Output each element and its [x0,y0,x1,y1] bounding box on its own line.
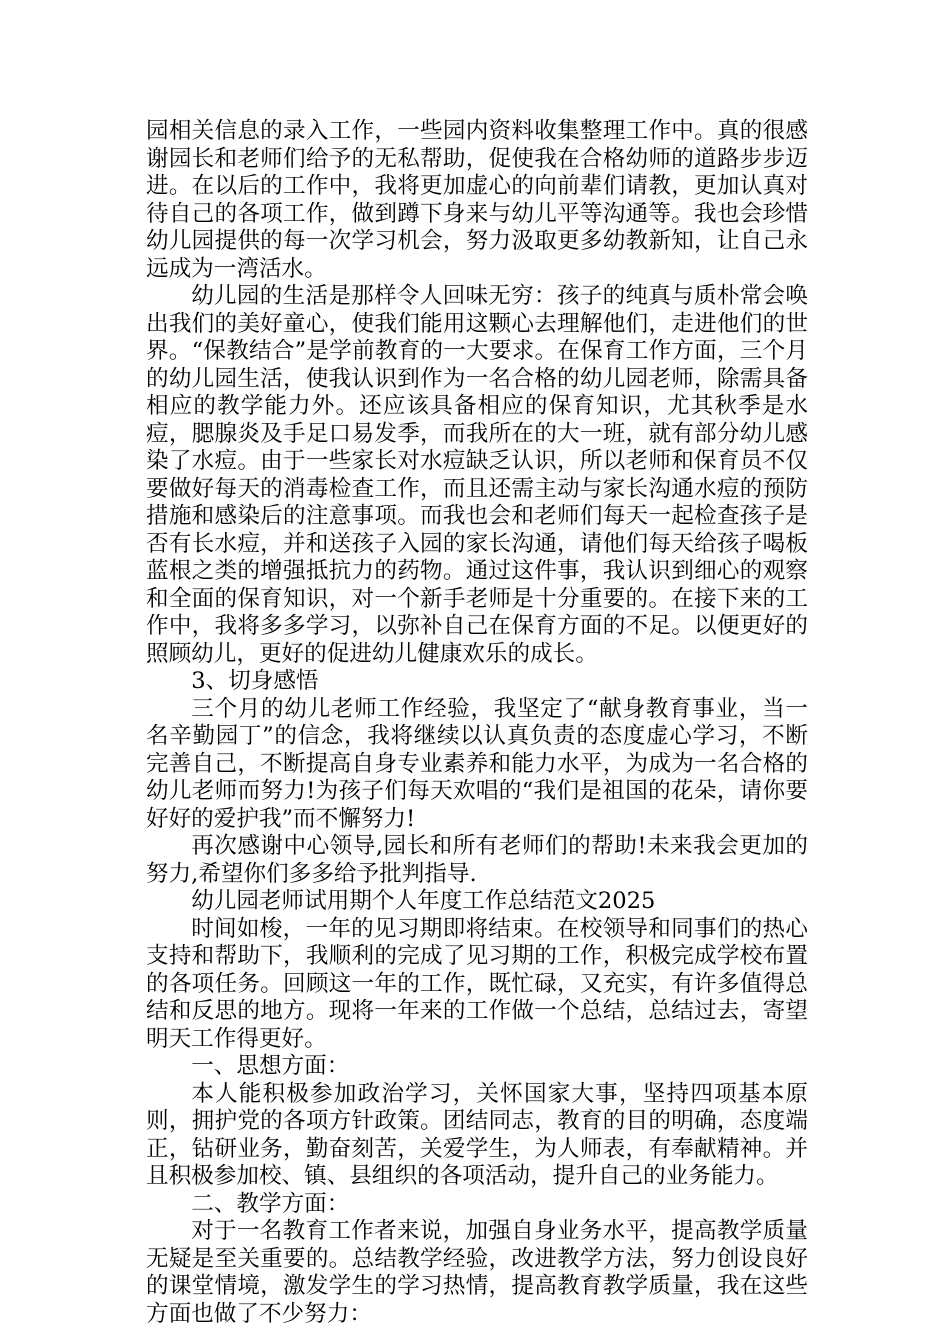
article-title: 幼儿园老师试用期个人年度工作总结范文2025 [191,888,656,914]
paragraph-kindergarten-life: 幼儿园的生活是那样令人回味无穷：孩子的纯真与质朴常会唤出我们的美好童心，使我们能用这颗心去理解他们，走进他们的世界。“保教结合”是学前教育的一大要求。在保育工作方面，三个月的幼儿园生活，使我认识到作为一名合格的幼儿园老师，除需具备相应的教学能力外。还应该具备相应的保育知识，尤其秋季是水痘，腮腺炎及手足口易发季，而我所在的大一班，就有部分幼儿感染了水痘。由于一些家长对水痘缺乏认识，所以老师和保育员不仅要做好每天的消毒检查工作，而且还需主动与家长沟通水痘的预防措施和感染后的注意事项。而我也会和老师们每天一起检查孩子是否有长水痘，并和送孩子入园的家长沟通，请他们每天给孩子喝板蓝根之类的增强抵抗力的药物。通过这件事，我认识到细心的观察和全面的保育知识，对一个新手老师是十分重要的。在接下来的工作中，我将多多学习，以弥补自己在保育方面的不足。以便更好的照顾幼儿，更好的促进幼儿健康欢乐的成长。 [146,283,808,667]
paragraph-teaching: 对于一名教育工作者来说，加强自身业务水平，提高教学质量无疑是至关重要的。总结教学经验，改进教学方法，努力创设良好的课堂情境，激发学生的学习热情，提高教育教学质量，我在这些方面也做了不少努力： [146,1218,808,1327]
document-page [146,118,808,1328]
section-heading-ideology: 一、思想方面： [191,1053,350,1079]
paragraph-intro: 时间如梭，一年的见习期即将结束。在校领导和同事们的热心支持和帮助下，我顺利的完成了见习期的工作，积极完成学校布置的各项任务。回顾这一年的工作，既忙碌，又充实，有许多值得总结和反思的地方。现将一年来的工作做一个总结，总结过去，寄望明天工作得更好。 [146,915,808,1052]
section-heading-teaching: 二、教学方面： [191,1190,350,1217]
paragraph-continued: 园相关信息的录入工作，一些园内资料收集整理工作中。真的很感谢园长和老师们给予的无私帮助，促使我在合格幼师的道路步步迈进。在以后的工作中，我将更加虚心的向前辈们请教，更加认真对待自己的各项工作，做到蹲下身来与幼儿平等沟通等。我也会珍惜幼儿园提供的每一次学习机会，努力汲取更多幼教新知，让自己永远成为一湾活水。 [146,118,808,282]
paragraph-ideology: 本人能积极参加政治学习，关怀国家大事，坚持四项基本原则，拥护党的各项方针政策。团结同志，教育的目的明确，态度端正，钻研业务，勤奋刻苦，关爱学生，为人师表，有奉献精神。并且积极参加校、镇、县组织的各项活动，提升自己的业务能力。 [146,1080,808,1189]
section-heading-personal-insight: 3、切身感悟 [191,668,319,694]
paragraph-thanks: 再次感谢中心领导,园长和所有老师们的帮助!未来我会更加的努力,希望你们多多给予批判指导. [146,833,808,887]
paragraph-three-months-experience: 三个月的幼儿老师工作经验，我坚定了“献身教育事业，当一名辛勤园丁”的信念，我将继续以认真负责的态度虚心学习，不断完善自己，不断提高自身专业素养和能力水平，为成为一名合格的幼儿老师而努力!为孩子们每天欢唱的“我们是祖国的花朵，请你要好好的爱护我”而不懈努力! [146,695,808,832]
